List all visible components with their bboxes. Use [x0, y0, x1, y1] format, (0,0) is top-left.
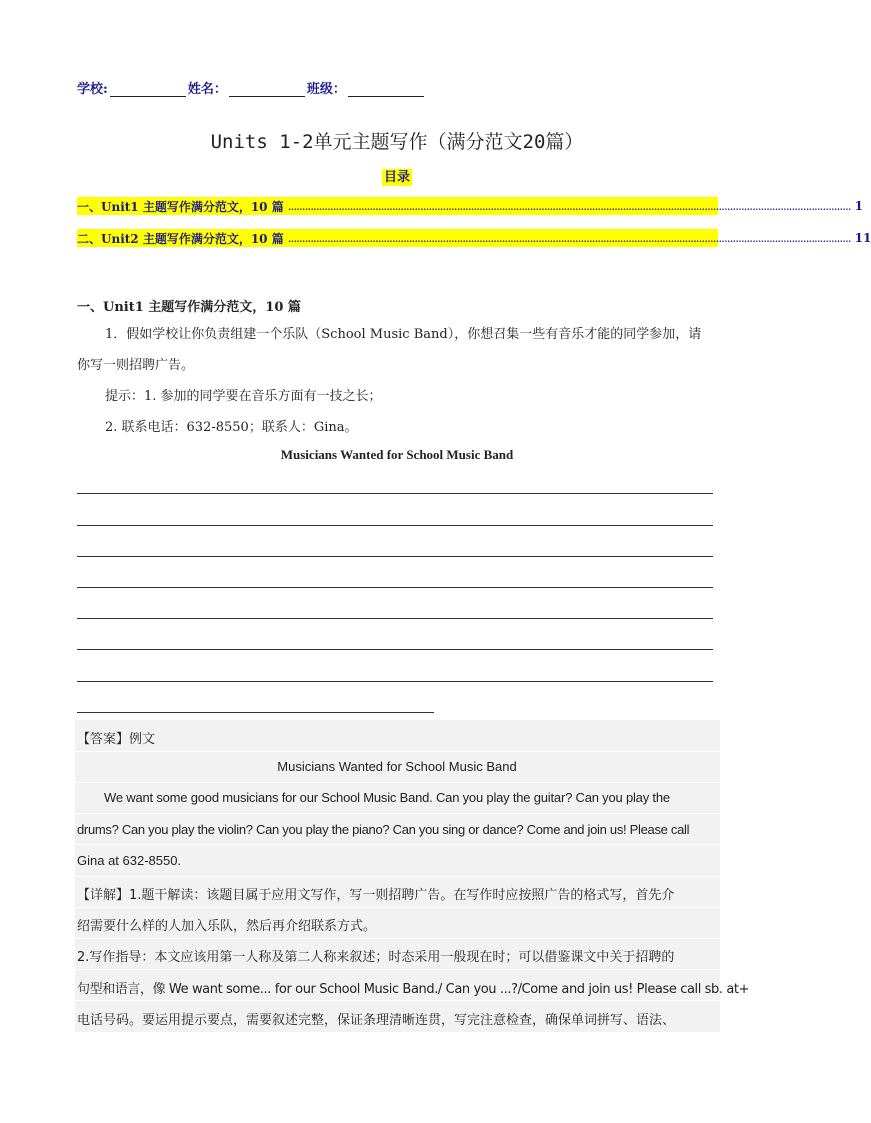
divider [75, 969, 720, 970]
writing-line[interactable] [77, 587, 713, 588]
essay-title: Musicians Wanted for School Music Band [280, 447, 514, 462]
writing-line[interactable] [77, 681, 713, 682]
answer-essay-text: Gina at 632-8550. [77, 853, 182, 868]
detail-text: 【详解】1.题干解读：该题目属于应用文写作，写一则招聘广告。在写作时应按照广告的格式写，首先介 [77, 888, 675, 903]
name-blank[interactable] [229, 82, 305, 97]
toc-item[interactable] [77, 197, 863, 215]
writing-line[interactable] [77, 493, 713, 494]
divider [75, 844, 720, 845]
answer-label: 【答案】例文 [77, 732, 156, 747]
class-label: 班级： [306, 82, 346, 97]
detail-text: 句型和语言，像 We want some... for our School Music Band./ Can you ...?/Come and join us! Please call sb. at+ [77, 982, 750, 997]
class-blank[interactable] [348, 82, 424, 97]
hint-text: 提示：1. 参加的同学要在音乐方面有一技之长； [105, 389, 382, 404]
toc-item-label: 二、Unit2 主题写作满分范文，10 篇 [77, 231, 284, 246]
page-title: Units 1-2单元主题写作（满分范文20篇） [210, 131, 584, 153]
divider [75, 1000, 720, 1001]
toc-dot-leader: ........................................................................................................................................................................................................ [287, 199, 851, 213]
divider [75, 876, 720, 877]
student-info-header [77, 78, 426, 97]
school-label: 学校: [77, 82, 108, 97]
question-text: 1．假如学校让你负责组建一个乐队（School Music Band），你想召集一些有音乐才能的同学参加，请 [105, 327, 702, 342]
toc-item-page: 11 [854, 231, 871, 245]
writing-line[interactable] [77, 618, 713, 619]
toc-item-page: 1 [854, 199, 863, 213]
toc-dot-leader: ........................................................................................................................................................................................................ [287, 231, 851, 245]
divider [75, 938, 720, 939]
toc-item-label: 一、Unit1 主题写作满分范文，10 篇 [77, 199, 284, 214]
answer-essay-text: We want some good musicians for our School Music Band. Can you play the guitar? Can you play the [104, 790, 670, 805]
name-label: 姓名： [187, 82, 227, 97]
answer-essay-text: drums? Can you play the violin? Can you play the piano? Can you sing or dance? Come and join us! Please call [77, 822, 690, 837]
section-heading: 一、Unit1 主题写作满分范文，10 篇 [77, 300, 301, 315]
writing-line[interactable] [77, 556, 713, 557]
divider [75, 782, 720, 783]
answer-essay-title: Musicians Wanted for School Music Band [277, 759, 517, 774]
toc-heading-text: 目录 [383, 170, 410, 185]
writing-line[interactable] [77, 649, 713, 650]
divider [75, 751, 720, 752]
toc-item[interactable] [77, 229, 871, 247]
writing-line[interactable] [77, 525, 713, 526]
detail-text: 绍需要什么样的人加入乐队，然后再介绍联系方式。 [77, 919, 377, 934]
divider [75, 813, 720, 814]
detail-text: 电话号码。要运用提示要点，需要叙述完整，保证条理清晰连贯，写完注意检查，确保单词拼写、语法、 [77, 1013, 676, 1028]
toc-heading [0, 166, 794, 185]
detail-text: 2.写作指导：本文应该用第一人称及第二人称来叙述；时态采用一般现在时；可以借鉴课文中关于招聘的 [77, 950, 675, 965]
question-text: 你写一则招聘广告。 [77, 358, 195, 373]
divider [75, 907, 720, 908]
hint-text: 2. 联系电话：632-8550；联系人：Gina。 [105, 420, 358, 435]
school-blank[interactable] [110, 82, 186, 97]
writing-line[interactable] [77, 712, 434, 713]
